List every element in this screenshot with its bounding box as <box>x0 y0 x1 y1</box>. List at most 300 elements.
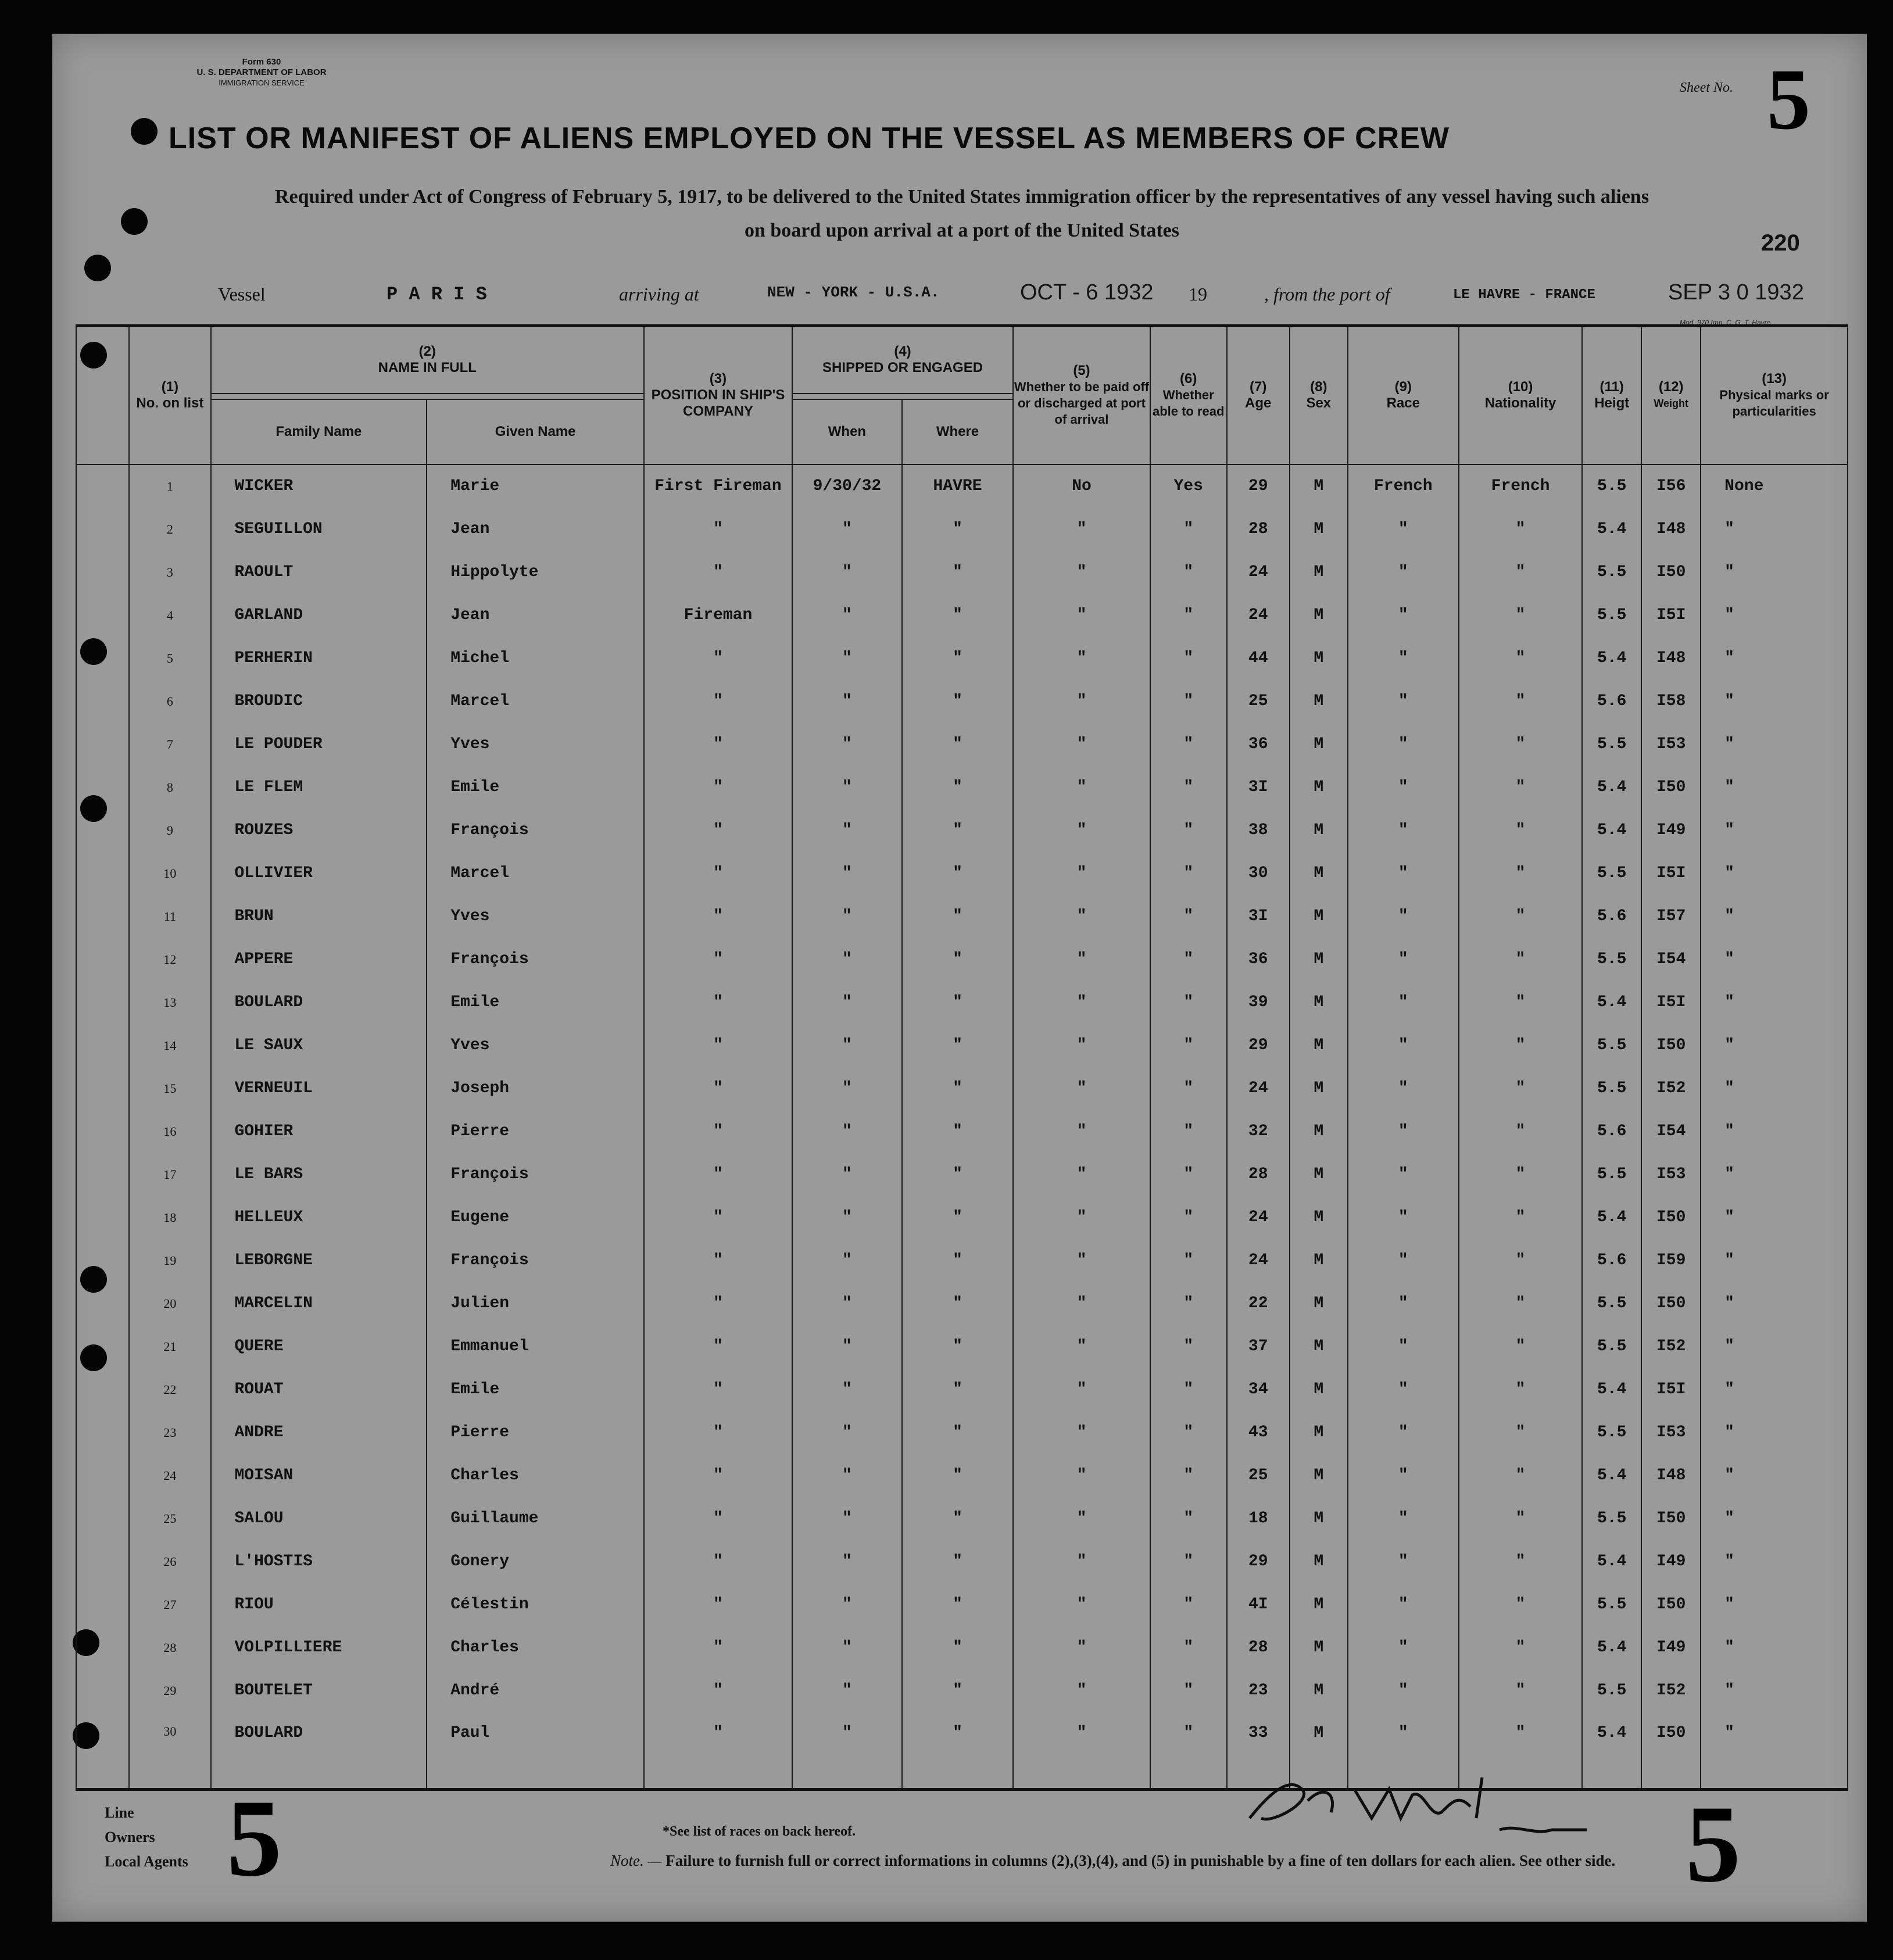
given-name-cell: Hippolyte <box>427 551 644 594</box>
race-cell: " <box>1348 1411 1459 1454</box>
given-name-cell: Julien <box>427 1282 644 1325</box>
position-cell: " <box>644 895 792 938</box>
shipped-where-cell: " <box>902 551 1013 594</box>
sex-cell: M <box>1290 1626 1348 1669</box>
table-row <box>76 1411 1848 1454</box>
family-name-cell: LE BARS <box>211 1153 427 1196</box>
able-to-read-cell: " <box>1150 1712 1227 1790</box>
margin-cell-cell <box>76 723 129 766</box>
weight-cell: I52 <box>1641 1067 1701 1110</box>
weight-cell: I59 <box>1641 1239 1701 1282</box>
sex-cell: M <box>1290 637 1348 680</box>
able-to-read-cell: " <box>1150 1153 1227 1196</box>
shipped-where-cell: " <box>902 594 1013 637</box>
nationality-cell: " <box>1459 809 1582 852</box>
physical-marks-cell: " <box>1701 1454 1848 1497</box>
header-family-name: Family Name <box>211 399 427 464</box>
height-cell: 5.5 <box>1582 594 1641 637</box>
paid-off-cell: " <box>1013 766 1150 809</box>
physical-marks-cell: " <box>1701 1497 1848 1540</box>
age-cell: 33 <box>1227 1712 1290 1790</box>
given-name-cell: Pierre <box>427 1411 644 1454</box>
height-cell: 5.4 <box>1582 1712 1641 1790</box>
table-row <box>76 1540 1848 1583</box>
margin-cell-cell <box>76 1196 129 1239</box>
race-cell: " <box>1348 1626 1459 1669</box>
paid-off-cell: " <box>1013 1411 1150 1454</box>
physical-marks-cell: None <box>1701 464 1848 508</box>
age-cell: 22 <box>1227 1282 1290 1325</box>
family-name-cell: VERNEUIL <box>211 1067 427 1110</box>
physical-marks-cell: " <box>1701 1110 1848 1153</box>
shipped-when-cell: " <box>792 1368 902 1411</box>
given-name-cell: Jean <box>427 594 644 637</box>
shipped-when-cell: " <box>792 938 902 981</box>
race-cell: " <box>1348 852 1459 895</box>
position-cell: " <box>644 1282 792 1325</box>
list-number-cell: 27 <box>129 1583 210 1626</box>
race-cell: " <box>1348 1540 1459 1583</box>
race-cell: " <box>1348 809 1459 852</box>
footer-labels <box>105 1801 188 1874</box>
weight-cell: I48 <box>1641 637 1701 680</box>
paid-off-cell: " <box>1013 551 1150 594</box>
nationality-cell: " <box>1459 1583 1582 1626</box>
weight-cell: I58 <box>1641 680 1701 723</box>
physical-marks-cell: " <box>1701 1282 1848 1325</box>
shipped-where-cell: " <box>902 1411 1013 1454</box>
family-name-cell: ANDRE <box>211 1411 427 1454</box>
race-cell: " <box>1348 1497 1459 1540</box>
family-name-cell: MOISAN <box>211 1454 427 1497</box>
able-to-read-cell: " <box>1150 1110 1227 1153</box>
table-row <box>76 1196 1848 1239</box>
header-nationality: (10) Nationality <box>1459 326 1582 464</box>
age-cell: 25 <box>1227 680 1290 723</box>
given-name-cell: Jean <box>427 508 644 551</box>
vessel-label: Vessel <box>218 284 266 305</box>
family-name-cell: L'HOSTIS <box>211 1540 427 1583</box>
physical-marks-cell: " <box>1701 508 1848 551</box>
shipped-where-cell: " <box>902 1669 1013 1712</box>
table-row <box>76 594 1848 637</box>
weight-cell: I49 <box>1641 809 1701 852</box>
nationality-cell: " <box>1459 938 1582 981</box>
list-number-cell: 1 <box>129 464 210 508</box>
header-name-in-full: (2) NAME IN FULL <box>211 326 645 394</box>
given-name-cell: André <box>427 1669 644 1712</box>
list-number-cell: 4 <box>129 594 210 637</box>
shipped-when-cell: " <box>792 1497 902 1540</box>
crew-rows <box>76 464 1848 1790</box>
shipped-when-cell: " <box>792 723 902 766</box>
position-cell: " <box>644 1024 792 1067</box>
race-cell: " <box>1348 508 1459 551</box>
shipped-where-cell: " <box>902 1196 1013 1239</box>
document-title: LIST OR MANIFEST OF ALIENS EMPLOYED ON THE VESSEL AS MEMBERS OF CREW <box>169 121 1450 155</box>
physical-marks-cell: " <box>1701 809 1848 852</box>
nationality-cell: " <box>1459 1024 1582 1067</box>
position-cell: " <box>644 1239 792 1282</box>
given-name-cell: Emmanuel <box>427 1325 644 1368</box>
shipped-where-cell: " <box>902 1110 1013 1153</box>
height-cell: 5.5 <box>1582 1067 1641 1110</box>
sex-cell: M <box>1290 464 1348 508</box>
list-number-cell: 18 <box>129 1196 210 1239</box>
shipped-when-cell: " <box>792 1411 902 1454</box>
weight-cell: I50 <box>1641 1712 1701 1790</box>
shipped-when-cell: " <box>792 1583 902 1626</box>
paid-off-cell: " <box>1013 723 1150 766</box>
nationality-cell: " <box>1459 1196 1582 1239</box>
margin-cell-cell <box>76 1239 129 1282</box>
arriving-port: NEW - YORK - U.S.A. <box>767 284 940 301</box>
family-name-cell: BOUTELET <box>211 1669 427 1712</box>
shipped-where-cell: " <box>902 895 1013 938</box>
margin-cell-cell <box>76 1712 129 1790</box>
table-row <box>76 809 1848 852</box>
signature-scrawl <box>1238 1766 1598 1841</box>
races-footnote: *See list of races on back hereof. <box>663 1824 856 1839</box>
given-name-cell: Pierre <box>427 1110 644 1153</box>
family-name-cell: GOHIER <box>211 1110 427 1153</box>
given-name-cell: François <box>427 809 644 852</box>
shipped-when-cell: " <box>792 852 902 895</box>
table-row <box>76 464 1848 508</box>
margin-cell-cell <box>76 1583 129 1626</box>
position-cell: " <box>644 1368 792 1411</box>
able-to-read-cell: " <box>1150 1454 1227 1497</box>
owners-label: Owners <box>105 1829 155 1845</box>
manifest-sheet <box>52 34 1867 1922</box>
sex-cell: M <box>1290 1196 1348 1239</box>
race-cell: " <box>1348 938 1459 981</box>
height-cell: 5.6 <box>1582 1110 1641 1153</box>
list-number-cell: 20 <box>129 1282 210 1325</box>
mod-note: Mod. 970 Imp. C. G. T. Havre <box>1680 319 1771 327</box>
physical-marks-cell: " <box>1701 1411 1848 1454</box>
weight-cell: I50 <box>1641 1583 1701 1626</box>
given-name-cell: Charles <box>427 1626 644 1669</box>
form-header <box>139 57 384 88</box>
height-cell: 5.5 <box>1582 723 1641 766</box>
vessel-name: P A R I S <box>387 284 487 305</box>
shipped-where-cell: " <box>902 1325 1013 1368</box>
shipped-when-cell: " <box>792 680 902 723</box>
note-text: Failure to furnish full or correct informations in columns (2),(3),(4), and (5) in punishable by a fine of ten dollars for each alien. See other side. <box>665 1852 1616 1869</box>
physical-marks-cell: " <box>1701 680 1848 723</box>
race-cell: " <box>1348 1325 1459 1368</box>
nationality-cell: " <box>1459 1153 1582 1196</box>
height-cell: 5.5 <box>1582 1583 1641 1626</box>
given-name-cell: Michel <box>427 637 644 680</box>
paid-off-cell: " <box>1013 1067 1150 1110</box>
physical-marks-cell: " <box>1701 895 1848 938</box>
table-row <box>76 1024 1848 1067</box>
shipped-where-cell: " <box>902 938 1013 981</box>
shipped-where-cell: " <box>902 1497 1013 1540</box>
nationality-cell: " <box>1459 1454 1582 1497</box>
nationality-cell: " <box>1459 852 1582 895</box>
table-row <box>76 637 1848 680</box>
shipped-where-cell: " <box>902 508 1013 551</box>
height-cell: 5.6 <box>1582 895 1641 938</box>
header-height: (11) Heigt <box>1582 326 1641 464</box>
shipped-where-cell: " <box>902 981 1013 1024</box>
nationality-cell: " <box>1459 594 1582 637</box>
nationality-cell: " <box>1459 1669 1582 1712</box>
given-name-cell: François <box>427 1153 644 1196</box>
header-shipped-or-engaged: (4) SHIPPED OR ENGAGED <box>792 326 1013 394</box>
able-to-read-cell: " <box>1150 723 1227 766</box>
family-name-cell: PERHERIN <box>211 637 427 680</box>
header-where: Where <box>902 399 1013 464</box>
weight-cell: I49 <box>1641 1540 1701 1583</box>
age-cell: 36 <box>1227 723 1290 766</box>
shipped-when-cell: " <box>792 637 902 680</box>
paid-off-cell: " <box>1013 1196 1150 1239</box>
physical-marks-cell: " <box>1701 1712 1848 1790</box>
position-cell: " <box>644 1067 792 1110</box>
weight-cell: I53 <box>1641 723 1701 766</box>
weight-cell: I52 <box>1641 1325 1701 1368</box>
race-cell: " <box>1348 723 1459 766</box>
height-cell: 5.5 <box>1582 1153 1641 1196</box>
shipped-when-cell: " <box>792 1540 902 1583</box>
height-cell: 5.6 <box>1582 680 1641 723</box>
race-cell: " <box>1348 1024 1459 1067</box>
table-row <box>76 1110 1848 1153</box>
able-to-read-cell: " <box>1150 852 1227 895</box>
header-paid-off: (5) Whether to be paid off or discharged at port of arrival <box>1013 326 1150 464</box>
margin-cell-cell <box>76 1368 129 1411</box>
nationality-cell: " <box>1459 680 1582 723</box>
able-to-read-cell: Yes <box>1150 464 1227 508</box>
age-cell: 28 <box>1227 1153 1290 1196</box>
height-cell: 5.4 <box>1582 766 1641 809</box>
sheet-stamp-right: 5 <box>1686 1783 1741 1905</box>
height-cell: 5.4 <box>1582 1368 1641 1411</box>
margin-cell-cell <box>76 1325 129 1368</box>
sex-cell: M <box>1290 1454 1348 1497</box>
paid-off-cell: " <box>1013 637 1150 680</box>
height-cell: 5.5 <box>1582 1497 1641 1540</box>
list-number-cell: 6 <box>129 680 210 723</box>
margin-cell-cell <box>76 1454 129 1497</box>
sex-cell: M <box>1290 1282 1348 1325</box>
table-row <box>76 1368 1848 1411</box>
table-row <box>76 551 1848 594</box>
margin-cell-cell <box>76 508 129 551</box>
shipped-where-cell: " <box>902 809 1013 852</box>
sex-cell: M <box>1290 895 1348 938</box>
weight-cell: I50 <box>1641 1497 1701 1540</box>
nationality-cell: " <box>1459 1497 1582 1540</box>
penalty-note <box>610 1852 1615 1870</box>
shipped-where-cell: HAVRE <box>902 464 1013 508</box>
position-cell: " <box>644 1583 792 1626</box>
race-cell: " <box>1348 1153 1459 1196</box>
given-name-cell: Célestin <box>427 1583 644 1626</box>
race-cell: " <box>1348 1454 1459 1497</box>
sex-cell: M <box>1290 1583 1348 1626</box>
list-number-cell: 3 <box>129 551 210 594</box>
family-name-cell: RAOULT <box>211 551 427 594</box>
margin-cell-cell <box>76 1411 129 1454</box>
weight-cell: I5I <box>1641 852 1701 895</box>
age-cell: 4I <box>1227 1583 1290 1626</box>
table-row <box>76 1325 1848 1368</box>
given-name-cell: Yves <box>427 1024 644 1067</box>
race-cell: " <box>1348 1669 1459 1712</box>
line-label: Line <box>105 1804 134 1821</box>
table-row <box>76 1583 1848 1626</box>
physical-marks-cell: " <box>1701 1153 1848 1196</box>
age-cell: 37 <box>1227 1325 1290 1368</box>
nationality-cell: " <box>1459 1110 1582 1153</box>
position-cell: " <box>644 1411 792 1454</box>
table-row <box>76 1497 1848 1540</box>
position-cell: " <box>644 766 792 809</box>
table-row <box>76 1626 1848 1669</box>
physical-marks-cell: " <box>1701 766 1848 809</box>
folio-number: 220 <box>1761 230 1800 256</box>
margin-cell-cell <box>76 1153 129 1196</box>
physical-marks-cell: " <box>1701 1583 1848 1626</box>
height-cell: 5.4 <box>1582 1540 1641 1583</box>
nationality-cell: " <box>1459 1540 1582 1583</box>
paid-off-cell: " <box>1013 508 1150 551</box>
year-label: 19 <box>1189 284 1207 305</box>
weight-cell: I54 <box>1641 1110 1701 1153</box>
shipped-when-cell: " <box>792 809 902 852</box>
table-row <box>76 723 1848 766</box>
header-position: (3) POSITION IN SHIP'S COMPANY <box>644 326 792 464</box>
shipped-where-cell: " <box>902 723 1013 766</box>
form-number: Form 630 <box>242 57 281 67</box>
weight-cell: I50 <box>1641 1024 1701 1067</box>
shipped-when-cell: " <box>792 508 902 551</box>
weight-cell: I48 <box>1641 508 1701 551</box>
height-cell: 5.4 <box>1582 809 1641 852</box>
sex-cell: M <box>1290 852 1348 895</box>
from-port: LE HAVRE - FRANCE <box>1453 287 1595 303</box>
race-cell: " <box>1348 1712 1459 1790</box>
arrival-date-stamp: OCT - 6 1932 <box>1020 280 1154 305</box>
position-cell: " <box>644 1196 792 1239</box>
family-name-cell: GARLAND <box>211 594 427 637</box>
nationality-cell: " <box>1459 1626 1582 1669</box>
physical-marks-cell: " <box>1701 1196 1848 1239</box>
paid-off-cell: " <box>1013 1454 1150 1497</box>
table-row <box>76 1454 1848 1497</box>
paid-off-cell: " <box>1013 680 1150 723</box>
age-cell: 3I <box>1227 895 1290 938</box>
physical-marks-cell: " <box>1701 981 1848 1024</box>
able-to-read-cell: " <box>1150 680 1227 723</box>
race-cell: " <box>1348 1583 1459 1626</box>
table-row <box>76 852 1848 895</box>
header-sex: (8) Sex <box>1290 326 1348 464</box>
paid-off-cell: " <box>1013 1712 1150 1790</box>
shipped-where-cell: " <box>902 1368 1013 1411</box>
height-cell: 5.6 <box>1582 1239 1641 1282</box>
physical-marks-cell: " <box>1701 1368 1848 1411</box>
table-row <box>76 508 1848 551</box>
given-name-cell: Emile <box>427 766 644 809</box>
sex-cell: M <box>1290 809 1348 852</box>
physical-marks-cell: " <box>1701 1626 1848 1669</box>
sex-cell: M <box>1290 1067 1348 1110</box>
weight-cell: I49 <box>1641 1626 1701 1669</box>
position-cell: " <box>644 508 792 551</box>
list-number-cell: 23 <box>129 1411 210 1454</box>
age-cell: 3I <box>1227 766 1290 809</box>
height-cell: 5.5 <box>1582 1024 1641 1067</box>
nationality-cell: " <box>1459 1067 1582 1110</box>
weight-cell: I56 <box>1641 464 1701 508</box>
height-cell: 5.5 <box>1582 938 1641 981</box>
sex-cell: M <box>1290 551 1348 594</box>
able-to-read-cell: " <box>1150 1540 1227 1583</box>
margin-cell-cell <box>76 938 129 981</box>
shipped-where-cell: " <box>902 1282 1013 1325</box>
height-cell: 5.5 <box>1582 1411 1641 1454</box>
position-cell: " <box>644 1669 792 1712</box>
able-to-read-cell: " <box>1150 809 1227 852</box>
margin-cell-cell <box>76 1067 129 1110</box>
shipped-when-cell: " <box>792 766 902 809</box>
weight-cell: I53 <box>1641 1411 1701 1454</box>
sex-cell: M <box>1290 1669 1348 1712</box>
sex-cell: M <box>1290 723 1348 766</box>
physical-marks-cell: " <box>1701 1024 1848 1067</box>
weight-cell: I50 <box>1641 551 1701 594</box>
physical-marks-cell: " <box>1701 551 1848 594</box>
shipped-where-cell: " <box>902 1454 1013 1497</box>
family-name-cell: SALOU <box>211 1497 427 1540</box>
able-to-read-cell: " <box>1150 1626 1227 1669</box>
list-number-cell: 8 <box>129 766 210 809</box>
paid-off-cell: " <box>1013 981 1150 1024</box>
sex-cell: M <box>1290 1712 1348 1790</box>
position-cell: " <box>644 1712 792 1790</box>
family-name-cell: ROUZES <box>211 809 427 852</box>
table-row <box>76 1669 1848 1712</box>
from-port-label: , from the port of <box>1264 284 1390 305</box>
list-number-cell: 7 <box>129 723 210 766</box>
table-row <box>76 981 1848 1024</box>
shipped-when-cell: " <box>792 1325 902 1368</box>
able-to-read-cell: " <box>1150 637 1227 680</box>
physical-marks-cell: " <box>1701 594 1848 637</box>
age-cell: 30 <box>1227 852 1290 895</box>
age-cell: 29 <box>1227 1540 1290 1583</box>
age-cell: 38 <box>1227 809 1290 852</box>
header-no-on-list: (1) No. on list <box>129 326 210 464</box>
race-cell: " <box>1348 594 1459 637</box>
race-cell: " <box>1348 1239 1459 1282</box>
list-number-cell: 15 <box>129 1067 210 1110</box>
age-cell: 28 <box>1227 1626 1290 1669</box>
list-number-cell: 24 <box>129 1454 210 1497</box>
shipped-when-cell: " <box>792 1239 902 1282</box>
able-to-read-cell: " <box>1150 1368 1227 1411</box>
race-cell: " <box>1348 1282 1459 1325</box>
weight-cell: I57 <box>1641 895 1701 938</box>
shipped-when-cell: " <box>792 1067 902 1110</box>
nationality-cell: " <box>1459 766 1582 809</box>
